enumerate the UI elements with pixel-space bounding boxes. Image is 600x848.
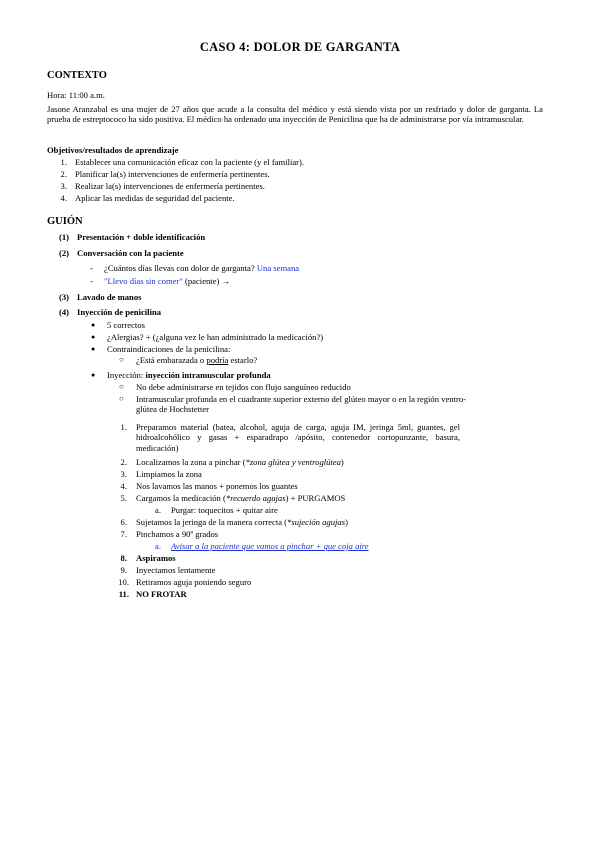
objetivos-heading: Objetivos/resultados de aprendizaje [47, 145, 179, 155]
step-text: Conversación con la paciente [77, 248, 184, 258]
quote-line [104, 276, 230, 286]
hora-text: Hora: 11:00 a.m. [47, 90, 105, 100]
circle-bullet-icon: ○ [119, 355, 124, 364]
list-number: 1. [60, 157, 67, 167]
step-text-pre: Cargamos la medicación ( [136, 493, 226, 503]
list-text: Planificar la(s) intervenciones de enfermería pertinentes. [75, 169, 270, 179]
list-text: Realizar la(s) intervenciones de enfermería pertinentes. [75, 181, 265, 191]
step-text: Retiramos aguja poniendo seguro [136, 577, 252, 587]
step-text-italic: *zona glútea y ventroglútea [245, 457, 341, 467]
bullet-line [107, 370, 271, 380]
list-number: 3. [60, 181, 67, 191]
step-text: NO FROTAR [136, 589, 187, 599]
list-text: Aplicar las medidas de seguridad del paciente. [75, 193, 235, 203]
step-number: 8. [120, 553, 127, 563]
objetivos-list [47, 157, 547, 205]
list-item [47, 169, 547, 181]
question-text: ¿Cuántos días llevas con dolor de garganta? [104, 263, 255, 273]
step-text-italic: *sujeción agujas [287, 517, 346, 527]
step-number: (1) [58, 232, 69, 242]
page-title: CASO 4: DOLOR DE GARGANTA [199, 40, 401, 54]
list-item [47, 157, 547, 169]
step-line [136, 493, 345, 503]
step-number: (2) [58, 248, 69, 258]
sub-text-underlined: podría [206, 355, 229, 365]
sub-text: No debe administrarse en tejidos con flujo sanguíneo reducido [136, 382, 351, 392]
step-text: Presentación + doble identificación [77, 232, 206, 242]
bullet-icon: ● [91, 371, 96, 379]
bullet-icon: ● [91, 321, 96, 329]
step-text: Limpiamos la zona [136, 469, 202, 479]
list-text: Establecer una comunicación eficaz con la paciente (y el familiar). [75, 157, 305, 167]
bullet-text-bold: inyección intramuscular profunda [145, 370, 271, 380]
step-line [136, 457, 344, 467]
list-item [47, 193, 547, 205]
section-guion-heading: GUIÓN [47, 216, 83, 227]
step-text: Nos lavamos las manos + ponemos los guantes [136, 481, 298, 491]
bullet-text-pre: Inyección: [107, 370, 144, 380]
step-number: (3) [58, 292, 69, 302]
step-number: 5. [120, 493, 127, 503]
context-paragraph [47, 104, 543, 125]
step-number: 4. [120, 481, 127, 491]
circle-bullet-icon: ○ [119, 394, 124, 403]
list-number: 2. [60, 169, 67, 179]
step-text: Aspiramos [136, 553, 176, 563]
step-text-post: ) + PURGAMOS [285, 493, 346, 503]
sub-line [136, 355, 257, 365]
section-contexto-heading: CONTEXTO [47, 70, 107, 81]
sub-text-pre: ¿Está embarazada o [136, 355, 205, 365]
step-number: 6. [120, 517, 127, 527]
step-text: Purgar: toquecitos + quitar aire [171, 505, 278, 515]
context-paragraph-text: Jasone Aranzabal es una mujer de 27 años que acude a la consulta del médico y está siendo vista por un resfriado y dolor de garganta. La prueba de estreptococo ha sido positiva. El médico ha ordenado una inyección de Penicilina que ha de administrarse por vía intramuscular. [47, 104, 543, 125]
step-number: 1. [120, 422, 127, 432]
step-text: Avisar a la paciente que vamos a pinchar + que coja aire [171, 541, 369, 551]
bullet-icon: ● [91, 345, 96, 353]
sub-text-post: estarlo? [230, 355, 258, 365]
step-text: Preparamos material (batea, alcohol, aguja de carga, aguja IM, jeringa 5ml, guantes, gel hidroalcohólico y gasas + esparadrapo /apósito, contenedor cortopunzante, basura, medicación) [136, 422, 460, 453]
hora-line [47, 90, 547, 100]
step-text-pre: Sujetamos la jeringa de la manera correcta ( [136, 517, 288, 527]
step-number: (4) [58, 307, 69, 317]
dash-marker: - [90, 263, 93, 273]
step-text: Lavado de manos [77, 292, 142, 302]
step-number: 3. [120, 469, 127, 479]
list-number: 4. [60, 193, 67, 203]
quote-text: "Llevo días sin comer" [104, 276, 183, 286]
step-number: 7. [120, 529, 127, 539]
circle-bullet-icon: ○ [119, 382, 124, 391]
step-letter: a. [155, 505, 161, 515]
step-line [136, 517, 348, 527]
step-text-post: ) [340, 457, 344, 467]
bullet-icon: ● [91, 333, 96, 341]
list-item [47, 181, 547, 193]
step-text: Inyección de penicilina [77, 307, 162, 317]
question-line [104, 263, 299, 273]
step-number: 11. [118, 589, 129, 599]
bullet-text: Contraindicaciones de la penicilina: [107, 344, 231, 354]
step-number: 10. [118, 577, 129, 587]
dash-marker: - [90, 276, 93, 286]
answer-text: Una semana [256, 263, 300, 273]
step-letter: a. [155, 541, 161, 551]
step-text-pre: Localizamos la zona a pinchar ( [136, 457, 246, 467]
step-text: Pinchamos a 90º grados [136, 529, 219, 539]
step-number: 2. [120, 457, 127, 467]
sub-text: Intramuscular profunda en el cuadrante superior externo del glúteo mayor o en la región ventro-glútea de Hochstetter [136, 394, 466, 415]
step-text: Inyectamos lentamente [136, 565, 216, 575]
step-number: 9. [120, 565, 127, 575]
quote-rest-text: (paciente) → [185, 276, 231, 286]
bullet-text: ¿Alergias? + (¿alguna vez le han administrado la medicación?) [107, 332, 324, 342]
bullet-text: 5 correctos [107, 320, 145, 330]
step-text-post: ) [345, 517, 348, 527]
step-text-italic: *recuerdo agujas [225, 493, 286, 503]
